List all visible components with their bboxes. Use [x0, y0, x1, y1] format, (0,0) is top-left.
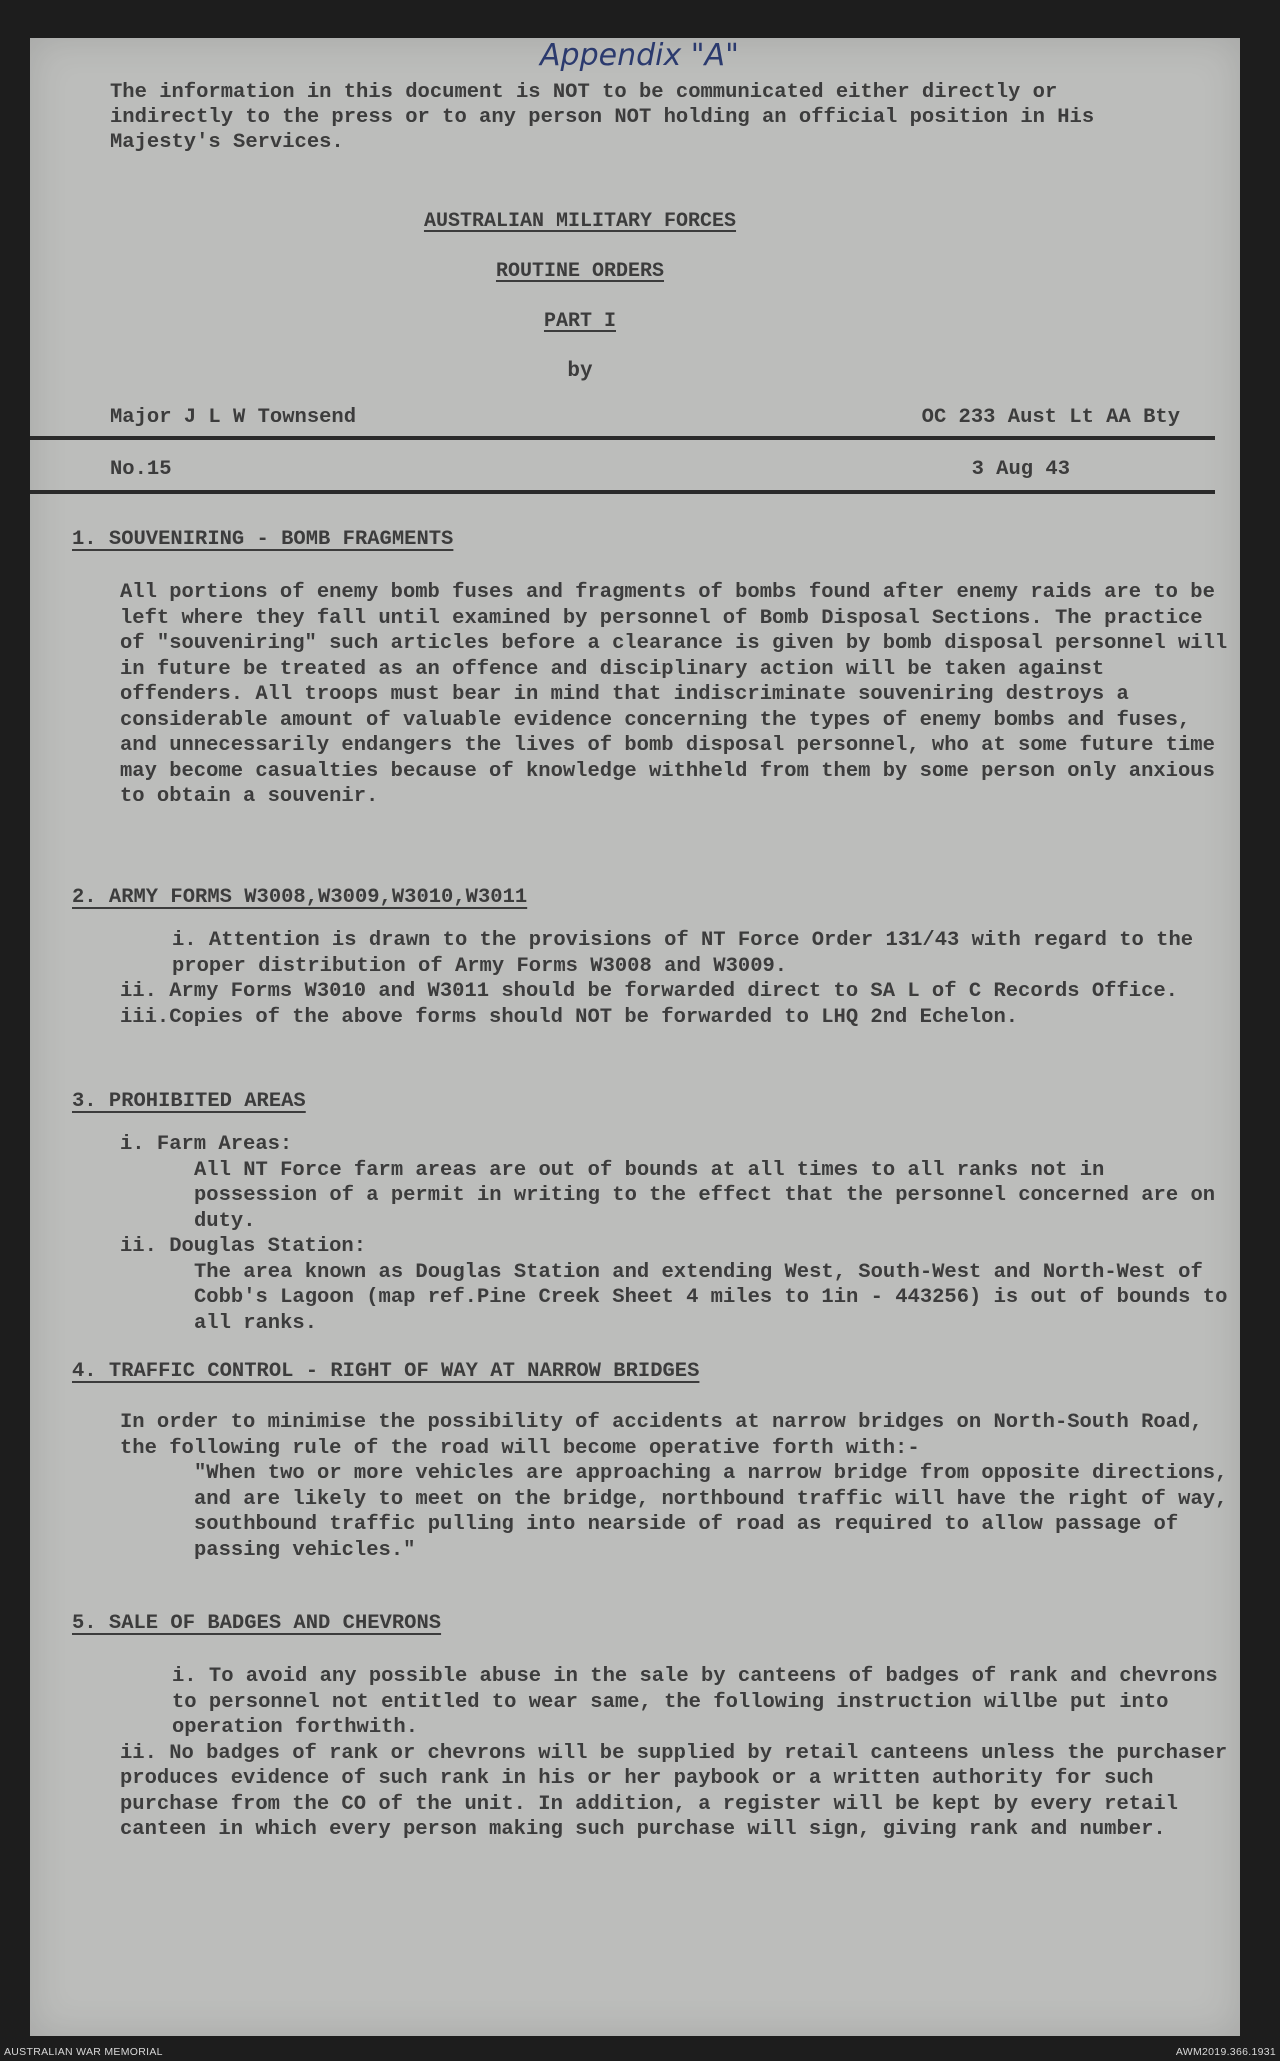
section-3-item-i: i. Farm Areas: [120, 1133, 293, 1156]
section-3-item-i-text: All NT Force farm areas are out of bounds at all times to all ranks not in possession of a permit in writing to the effect that the personnel concerned are on duty. [194, 1158, 1216, 1233]
section-5-body [120, 1664, 1230, 1843]
number-row [110, 458, 1180, 481]
header-rule-bottom [30, 490, 1215, 494]
section-1-heading: 1. SOUVENIRING - BOMB FRAGMENTS [72, 528, 454, 551]
section-5-heading: 5. SALE OF BADGES AND CHEVRONS [72, 1612, 442, 1635]
footer-archive-name: AUSTRALIAN WAR MEMORIAL [4, 2046, 163, 2058]
section-2-heading: 2. ARMY FORMS W3008,W3009,W3010,W3011 [72, 886, 528, 909]
confidentiality-notice: The information in this document is NOT to be communicated either directly or indirectly to the press or to any person NOT holding an official position in His Majesty's Services. [110, 81, 1095, 154]
section-3-heading: 3. PROHIBITED AREAS [72, 1090, 306, 1113]
section-5-item-ii: ii. No badges of rank or chevrons will be supplied by retail canteens unless the purchaser produces evidence of such rank in his or her paybook or a written authority for such purchase from the CO of the unit. In addition, a register will be kept by every retail canteen in which every person making such purchase will sign, giving rank and number. [120, 1741, 1228, 1841]
section-5-item-i: i. To avoid any possible abuse in the sale by canteens of badges of rank and chevrons to personnel not entitled to wear same, the following instruction willbe put into operation forthwith. [172, 1665, 1218, 1739]
footer-archive-id: AWM2019.366.1931 [1175, 2046, 1276, 2058]
section-4-body [120, 1410, 1230, 1563]
officer-row [110, 406, 1180, 429]
section-1-paragraph: All portions of enemy bomb fuses and fragments of bombs found after enemy raids are to be left where they fall until examined by personnel of Bomb Disposal Sections. The practice of "souveniring" such articles before a clearance is given by bomb disposal personnel will in future be treated as an offence and disciplinary action will be taken against offenders. All troops must bear in mind that indiscriminate souveniring destroys a considerable amount of valuable evidence concerning the types of enemy bombs and fuses, and unnecessarily endangers the lives of bomb disposal personnel, who at some future time may become casualties because of knowledge withheld from them by some person only anxious to obtain a souvenir. [120, 581, 1228, 808]
handwritten-annotation: Appendix "A" [540, 38, 739, 73]
document-title: AUSTRALIAN MILITARY FORCES [423, 210, 737, 233]
document-page [30, 38, 1240, 2036]
section-3-item-ii: ii. Douglas Station: [120, 1235, 367, 1258]
order-number: No.15 [110, 458, 172, 481]
document-subtitle: ROUTINE ORDERS [495, 260, 665, 283]
section-2-body [120, 928, 1230, 1030]
section-2-item-i: i. Attention is drawn to the provisions of NT Force Order 131/43 with regard to the proper distribution of Army Forms W3008 and W3009. [172, 929, 1194, 978]
unit-name: OC 233 Aust Lt AA Bty [921, 406, 1180, 429]
section-1-body [120, 580, 1230, 810]
section-2-item-ii: ii. Army Forms W3010 and W3011 should be forwarded direct to SA L of C Records Office. [120, 980, 1178, 1003]
section-4-quoted-rule: "When two or more vehicles are approaching a narrow bridge from opposite directions, and are likely to meet on the bridge, northbound traffic will have the right of way, southbound traffic pulling into nearside of road as required to allow passage of passing vehicles." [194, 1462, 1228, 1562]
header-rule-top [30, 436, 1215, 440]
section-2-item-iii: iii.Copies of the above forms should NOT be forwarded to LHQ 2nd Echelon. [120, 1005, 1019, 1029]
document-by: by [567, 360, 593, 383]
officer-name: Major J L W Townsend [110, 406, 357, 429]
section-3-body [120, 1132, 1230, 1336]
section-3-item-ii-text: The area known as Douglas Station and extending West, South-West and North-West of Cobb's Lagoon (map ref.Pine Creek Sheet 4 miles to 1in - 443256) is out of bounds to all ranks. [194, 1260, 1228, 1335]
section-4-heading: 4. TRAFFIC CONTROL - RIGHT OF WAY AT NARROW BRIDGES [72, 1360, 700, 1383]
document-part: PART I [543, 310, 616, 333]
section-4-paragraph: In order to minimise the possibility of accidents at narrow bridges on North-South Road, the following rule of the road will become operative forth with:- [120, 1411, 1203, 1460]
order-date: 3 Aug 43 [971, 458, 1070, 481]
